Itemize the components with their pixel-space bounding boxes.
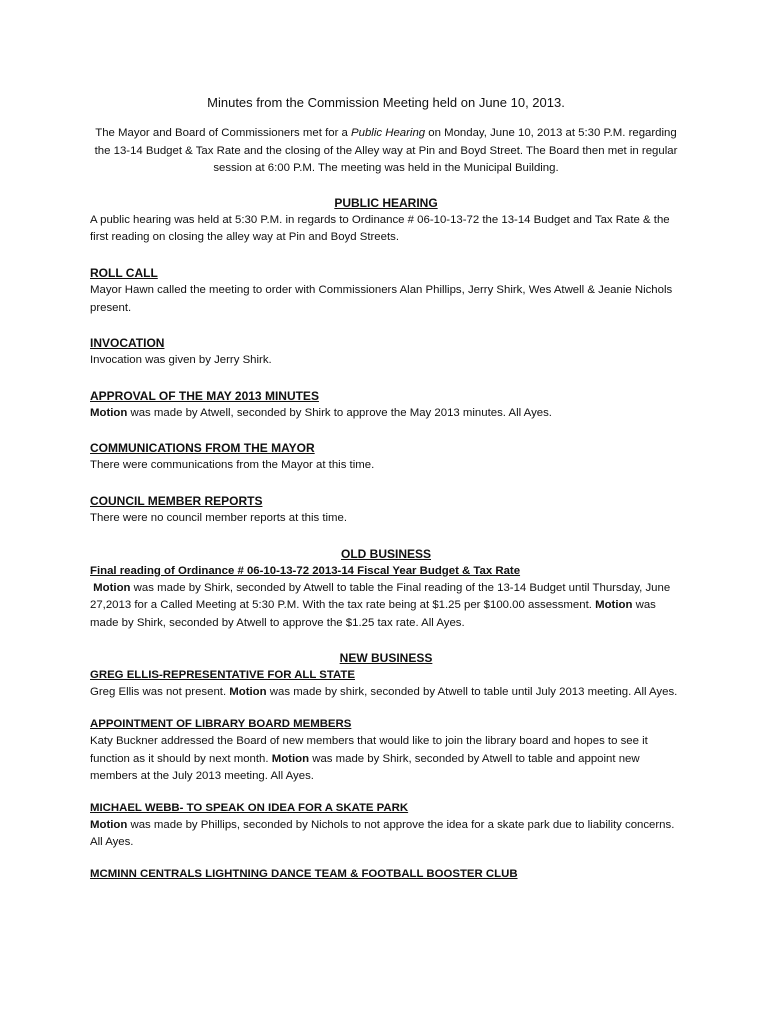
subheading-dance-team: MCMINN CENTRALS LIGHTNING DANCE TEAM & FOOTBALL BOOSTER CLUB bbox=[90, 867, 518, 880]
heading-approval: APPROVAL OF THE MAY 2013 MINUTES bbox=[90, 388, 319, 403]
text-roll-call: Mayor Hawn called the meeting to order with Commissioners Alan Phillips, Jerry Shirk, Wes Atwell & Jeanie Nichols present. bbox=[90, 283, 673, 314]
section-public-hearing bbox=[90, 194, 682, 247]
heading-old-business: OLD BUSINESS bbox=[340, 546, 431, 561]
item-skate-park bbox=[90, 800, 682, 852]
library-text-post: was made by Shirk, seconded by Atwell to table and appoint new members at the July 2013 meeting. All Ayes. bbox=[90, 752, 640, 783]
subheading-skate-park: MICHAEL WEBB- TO SPEAK ON IDEA FOR A SKATE PARK bbox=[90, 801, 409, 814]
intro-text-pre: The Mayor and Board of Commissioners met for a bbox=[95, 127, 352, 139]
text-skate-park bbox=[90, 817, 682, 852]
heading-council-reports: COUNCIL MEMBER REPORTS bbox=[90, 493, 263, 508]
intro-text-post: on Monday, June 10, 2013 at 5:30 P.M. regarding the 13-14 Budget & Tax Rate and the closing of the Alley way at Pin and Boyd Street. The Board then met in regular session at 6:00 P.M. The meeting was held in the Municipal Building. bbox=[94, 127, 678, 175]
item-library-board bbox=[90, 716, 682, 786]
motion-label: Motion bbox=[271, 752, 310, 765]
subheading-ordinance: Final reading of Ordinance # 06-10-13-72 2013-14 Fiscal Year Budget & Tax Rate bbox=[90, 564, 521, 577]
motion-label: Motion bbox=[90, 406, 128, 419]
text-library-board bbox=[90, 733, 682, 786]
subheading-greg-ellis: GREG ELLIS-REPRESENTATIVE FOR ALL STATE bbox=[90, 669, 355, 682]
section-mayor-comms bbox=[90, 439, 682, 475]
section-old-business bbox=[90, 545, 682, 633]
motion-label: Motion bbox=[93, 581, 131, 594]
intro-emphasis: Public Hearing bbox=[351, 127, 426, 139]
motion-label: Motion bbox=[90, 818, 128, 831]
motion-label: Motion bbox=[229, 686, 267, 699]
text-council-reports: There were no council member reports at this time. bbox=[90, 511, 348, 524]
greg-text-pre: Greg Ellis was not present. bbox=[90, 686, 230, 699]
heading-new-business: NEW BUSINESS bbox=[339, 651, 433, 666]
text-public-hearing: A public hearing was held at 5:30 P.M. in regards to Ordinance # 06-10-13-72 the 13-14 Budget and Tax Rate & the first reading on closing the alley way at Pin and Boyd Streets. bbox=[90, 213, 670, 244]
text-old-business bbox=[90, 580, 682, 633]
old-business-text-2: was made by Shirk, seconded by Atwell to approve the $1.25 tax rate. All Ayes. bbox=[90, 599, 656, 629]
text-approval bbox=[90, 405, 682, 423]
item-greg-ellis bbox=[90, 667, 682, 702]
heading-public-hearing: PUBLIC HEARING bbox=[334, 195, 438, 210]
motion-label: Motion bbox=[595, 599, 633, 612]
text-invocation: Invocation was given by Jerry Shirk. bbox=[90, 354, 272, 367]
approval-text: was made by Atwell, seconded by Shirk to approve the May 2013 minutes. All Ayes. bbox=[127, 406, 552, 419]
section-approval bbox=[90, 387, 682, 423]
skate-text-post: was made by Phillips, seconded by Nichols to not approve the idea for a skate park due to liability concerns. All Ayes. bbox=[90, 818, 675, 849]
section-invocation bbox=[90, 334, 682, 370]
intro-paragraph bbox=[90, 125, 682, 178]
document-title: Minutes from the Commission Meeting held on June 10, 2013. bbox=[207, 95, 565, 110]
section-roll-call bbox=[90, 264, 682, 317]
heading-mayor-comms: COMMUNICATIONS FROM THE MAYOR bbox=[90, 441, 315, 456]
text-greg-ellis bbox=[90, 684, 682, 702]
greg-text-post: was made by shirk, seconded by Atwell to table until July 2013 meeting. All Ayes. bbox=[266, 686, 678, 699]
subheading-library-board: APPOINTMENT OF LIBRARY BOARD MEMBERS bbox=[90, 717, 352, 730]
section-new-business bbox=[90, 649, 682, 883]
heading-invocation: INVOCATION bbox=[90, 336, 165, 351]
text-mayor-comms: There were communications from the Mayor at this time. bbox=[90, 459, 375, 472]
heading-roll-call: ROLL CALL bbox=[90, 265, 158, 280]
item-dance-team bbox=[90, 866, 682, 883]
library-text-pre: Katy Buckner addressed the Board of new members that would like to join the library board and hopes to see it function as it should by next month. bbox=[90, 734, 648, 765]
old-business-text-1: was made by Shirk, seconded by Atwell to table the Final reading of the 13-14 Budget until Thursday, June 27,2013 for a Called Meeting at 5:30 P.M. With the tax rate being at $1.25 per $100.00 assessment. bbox=[90, 581, 671, 612]
section-council-reports bbox=[90, 492, 682, 528]
